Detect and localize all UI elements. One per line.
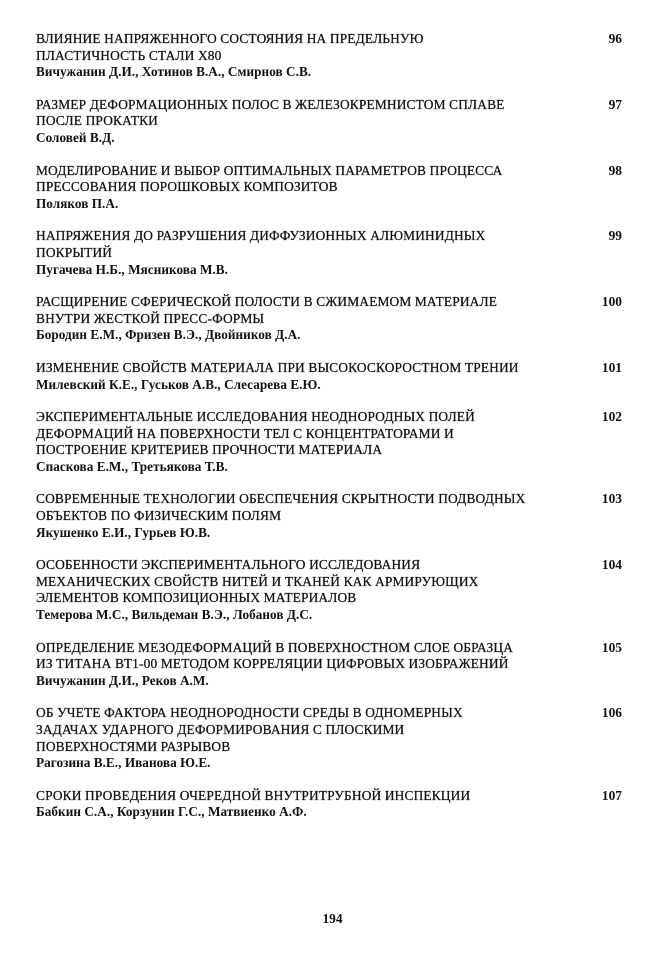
toc-entry <box>36 360 636 393</box>
entry-page-number: 98 <box>608 162 622 178</box>
entry-authors: Рагозина В.Е., Иванова Ю.Е. <box>36 755 211 771</box>
toc-entry <box>36 640 636 690</box>
toc-entry <box>36 788 636 821</box>
entry-title: ЭКСПЕРИМЕНТАЛЬНЫЕ ИССЛЕДОВАНИЯ НЕОДНОРОДНЫХ ПОЛЕЙ ДЕФОРМАЦИЙ НА ПОВЕРХНОСТИ ТЕЛ С КОНЦЕНТРАТОРАМИ И ПОСТРОЕНИЕ КРИТЕРИЕВ ПРОЧНОСТИ МАТЕРИАЛА <box>36 409 475 458</box>
toc-entry <box>36 294 636 344</box>
toc-entry <box>36 97 636 147</box>
toc-entry <box>36 491 636 541</box>
entry-title: ИЗМЕНЕНИЕ СВОЙСТВ МАТЕРИАЛА ПРИ ВЫСОКОСКОРОСТНОМ ТРЕНИИ <box>36 359 519 375</box>
entry-title: РАСЩИРЕНИЕ СФЕРИЧЕСКОЙ ПОЛОСТИ В СЖИМАЕМОМ МАТЕРИАЛЕ ВНУТРИ ЖЕСТКОЙ ПРЕСС-ФОРМЫ <box>36 294 498 326</box>
entry-page-number: 107 <box>601 787 622 803</box>
toc-entry <box>36 31 636 81</box>
entry-page-number: 96 <box>608 31 622 46</box>
entry-authors: Вичужанин Д.И., Хотинов В.А., Смирнов С.В. <box>36 64 312 80</box>
entry-authors: Поляков П.А. <box>36 195 119 211</box>
entry-title: НАПРЯЖЕНИЯ ДО РАЗРУШЕНИЯ ДИФФУЗИОННЫХ АЛЮМИНИДНЫХ ПОКРЫТИЙ <box>36 228 486 260</box>
entry-authors: Бабкин С.А., Корзунин Г.С., Матвиенко А.Ф. <box>36 804 307 820</box>
toc-entry <box>36 409 636 475</box>
entry-authors: Вичужанин Д.И., Реков А.М. <box>36 672 209 688</box>
entry-title: СОВРЕМЕННЫЕ ТЕХНОЛОГИИ ОБЕСПЕЧЕНИЯ СКРЫТНОСТИ ПОДВОДНЫХ ОБЪЕКТОВ ПО ФИЗИЧЕСКИМ ПОЛЯМ <box>36 491 526 524</box>
entry-page-number: 100 <box>601 294 622 310</box>
entry-page-number: 106 <box>601 705 622 721</box>
entry-page-number: 99 <box>608 228 622 244</box>
entry-title: МОДЕЛИРОВАНИЕ И ВЫБОР ОПТИМАЛЬНЫХ ПАРАМЕТРОВ ПРОЦЕССА ПРЕССОВАНИЯ ПОРОШКОВЫХ КОМПОЗИТОВ <box>36 162 503 195</box>
entry-authors: Милевский К.Е., Гуськов А.В., Слесарева Е.Ю. <box>36 376 321 392</box>
entry-title: РАЗМЕР ДЕФОРМАЦИОННЫХ ПОЛОС В ЖЕЛЕЗОКРЕМНИСТОМ СПЛАВЕ ПОСЛЕ ПРОКАТКИ <box>36 96 505 129</box>
entry-page-number: 103 <box>601 491 622 507</box>
entry-authors: Пугачева Н.Б., Мясникова М.В. <box>36 261 228 277</box>
page-footer-number: 194 <box>322 911 343 926</box>
entry-title: ОСОБЕННОСТИ ЭКСПЕРИМЕНТАЛЬНОГО ИССЛЕДОВАНИЯ МЕХАНИЧЕСКИХ СВОЙСТВ НИТЕЙ И ТКАНЕЙ КАК АРМИРУЮЩИХ ЭЛЕМЕНТОВ КОМПОЗИЦИОННЫХ МАТЕРИАЛОВ <box>36 557 479 606</box>
entry-authors: Бородин Е.М., Фризен В.Э., Двойников Д.А. <box>36 327 301 343</box>
toc-entry <box>36 705 636 771</box>
entry-page-number: 104 <box>601 557 622 573</box>
entry-authors: Соловей В.Д. <box>36 129 115 145</box>
entry-title: СРОКИ ПРОВЕДЕНИЯ ОЧЕРЕДНОЙ ВНУТРИТРУБНОЙ ИНСПЕКЦИИ <box>36 787 471 803</box>
toc-entry <box>36 163 636 213</box>
entry-page-number: 105 <box>601 639 622 655</box>
entry-title: ВЛИЯНИЕ НАПРЯЖЕННОГО СОСТОЯНИЯ НА ПРЕДЕЛЬНУЮ ПЛАСТИЧНОСТЬ СТАЛИ Х80 <box>36 31 424 63</box>
entry-title: ОПРЕДЕЛЕНИЕ МЕЗОДЕФОРМАЦИЙ В ПОВЕРХНОСТНОМ СЛОЕ ОБРАЗЦА ИЗ ТИТАНА ВТ1-00 МЕТОДОМ КОРРЕЛЯЦИИ ЦИФРОВЫХ ИЗОБРАЖЕНИЙ <box>36 639 514 672</box>
table-of-contents <box>36 31 636 837</box>
entry-title: ОБ УЧЕТЕ ФАКТОРА НЕОДНОРОДНОСТИ СРЕДЫ В ОДНОМЕРНЫХ ЗАДАЧАХ УДАРНОГО ДЕФОРМИРОВАНИЯ С ПЛОСКИМИ ПОВЕРХНОСТЯМИ РАЗРЫВОВ <box>36 705 463 754</box>
entry-page-number: 102 <box>601 409 622 425</box>
entry-authors: Якушенко Е.И., Гурьев Ю.В. <box>36 524 211 540</box>
toc-entry <box>36 557 636 623</box>
entry-authors: Темерова М.С., Вильдеман В.Э., Лобанов Д.С. <box>36 607 313 623</box>
toc-entry <box>36 228 636 278</box>
entry-page-number: 97 <box>608 96 622 112</box>
entry-authors: Спаскова Е.М., Третьякова Т.В. <box>36 458 228 474</box>
entry-page-number: 101 <box>601 359 622 375</box>
